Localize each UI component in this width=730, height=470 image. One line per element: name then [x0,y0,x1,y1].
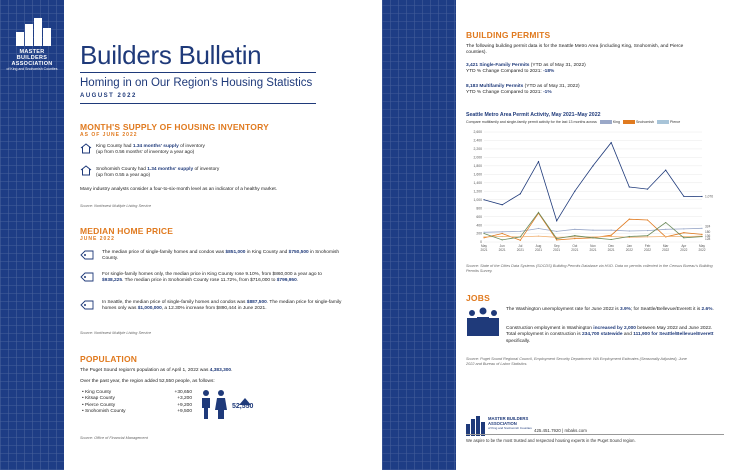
jobs-para-1: The Washington unemployment rate for June 2022 is 3.9%; for Seattle/Bellevue/Everett it is 2.6%. [506,307,714,312]
left-page [74,0,374,470]
population-line-1: The Puget Sound region's population as of April 1, 2022 was 4,383,300. [80,368,233,373]
footer-logo-name-1: MASTER BUILDERS [488,416,529,421]
x-tick-label: Jan [626,244,632,248]
data-point [592,230,593,231]
logo-name-3: of King and Snohomish Counties [6,67,58,71]
permits-intro: The following building permit data is for the Seattle Metro Area (including King, Snohomish, and Pierce counties). [466,44,684,56]
end-value-label: 128 [705,236,711,241]
jobs-source: Source: Puget Sound Regional Council, Employment Security Department: WA Employment Estimates (Seasonally Adjusted), June 2022 and Bureau of Labor Statistics. [466,357,687,366]
x-tick-label: May [480,244,488,248]
data-point [683,232,684,233]
data-point [629,236,630,237]
price-para-3: In Seattle, the median price of single-family homes and condos was $887,500. The median price for single-family homes only was $1,000,000, a 12.30% increase from $890,444 in June 2021. [102,300,342,312]
y-tick-label: 2,400 [473,138,482,143]
x-tick-label: Oct [572,244,578,248]
data-point [683,196,684,197]
end-value-label: 180 [705,230,711,235]
people-icon [198,388,230,420]
x-tick-label-year: 2022 [680,248,688,252]
data-point [538,212,539,213]
logo-mark-icon [14,18,50,46]
data-point [647,219,648,220]
data-point [611,235,612,236]
legend-label-pierce: Pierce [670,120,681,124]
footer-logo-name-2: ASSOCIATION [488,421,517,426]
jobs-heading: JOBS [466,293,490,303]
data-point [683,237,684,238]
data-point [483,233,484,234]
supply-heading: MONTH'S SUPPLY OF HOUSING INVENTORY [80,122,269,132]
y-tick-label: 2,600 [473,130,482,135]
price-source: Source: Northwest Multiple Listing Service [80,331,152,335]
data-point [629,186,630,187]
legend-text: Compare multifamily and single-family permit activity for the last 13 months across [466,120,597,124]
house-icon [80,143,92,154]
data-point [611,142,612,143]
page-subtitle: Homing in on Our Region's Housing Statistics [80,77,313,89]
right-page [466,0,724,470]
population-value: +9,200 [177,402,192,408]
issue-date: AUGUST 2022 [80,93,137,99]
data-point [556,238,557,239]
data-point [520,240,521,241]
footer-tagline: We aspire to be the most trusted and respected housing experts in the Puget Sound region. [466,438,636,443]
x-tick-label: Mar [662,244,669,248]
population-line-2: Over the past year, the region added 52,550 people, as follows: [80,379,215,384]
data-point [502,231,503,232]
end-value-label: 1,076 [705,194,713,199]
x-tick-label-year: 2021 [480,248,488,252]
data-point [556,231,557,232]
price-tag-icon [80,300,94,310]
permits-single-family: 3,421 Single-Family Permits (YTD as of May 31, 2022) YTD % Change Compared to 2021: -18% [466,63,586,75]
population-source: Source: Office of Financial Management [80,436,148,440]
logo-name-1: MASTER BUILDERS [16,49,48,61]
data-point [520,231,521,232]
legend-label-snohomish: Snohomish [636,120,655,124]
data-point [683,228,684,229]
data-point [647,235,648,236]
data-point [647,236,648,237]
x-tick-label-year: 2021 [553,248,561,252]
population-county: • Snohomish County [82,409,126,415]
population-total: 52,550 [232,403,254,410]
legend-label-king: King [612,120,621,124]
x-tick-label: Nov [590,244,596,248]
end-value-label: 324 [705,224,711,229]
permits-heading: BUILDING PERMITS [466,30,551,40]
data-point [665,229,666,230]
data-point [665,236,666,237]
chart-title: Seattle Metro Area Permit Activity, May 2021–May 2022 [466,112,601,118]
permits-source: Source: State of the Cities Data Systems (SOCDS) Building Permits Database via HUD. Data on permits collected in the Census Bureau's Building Permits Survey. [466,264,713,273]
x-tick-label-year: 2021 [534,248,543,252]
supply-sno-text: Snohomish County had 1.34 months' supply of inventory (up from 0.55 a year ago) [96,167,220,179]
population-row [82,409,192,415]
data-point [701,228,702,229]
population-value: +9,500 [177,409,192,415]
title-divider [80,72,316,73]
x-tick-label-year: 2021 [516,248,524,252]
page-title: Builders Bulletin [80,40,262,70]
supply-asof: AS OF JUNE 2022 [80,132,138,138]
data-point [647,189,648,190]
y-tick-label: 200 [476,231,482,236]
data-point [629,219,630,220]
data-point [701,236,702,237]
x-tick-label: Sep [553,244,560,248]
jobs-para-2: Construction employment in Washington increased by 2,000 between May 2022 and June 2022. Total employment in construction is 234,700 statewide and 111,900 for Seattle/Bellevue/Everett specifically. [506,326,714,344]
legend-swatch-snohomish [623,120,635,124]
left-sidebar-band [0,0,64,470]
data-point [483,232,484,233]
x-tick-label-year: 2022 [698,248,706,252]
series-line [484,143,702,221]
center-spine-band [382,0,456,470]
house-icon [80,165,92,176]
population-table [82,390,192,416]
legend-swatch-king [600,120,612,124]
footer-divider [466,434,724,435]
data-point [665,222,666,223]
x-tick-label-year: 2021 [589,248,597,252]
x-tick-label-year: 2021 [498,248,506,252]
data-point [538,228,539,229]
y-tick-label: 600 [476,214,482,219]
data-point [483,236,484,237]
data-point [611,230,612,231]
data-point [483,199,484,200]
data-point [538,161,539,162]
data-point [502,239,503,240]
workers-icon [466,306,496,334]
data-point [574,229,575,230]
data-point [629,230,630,231]
end-value-label: 136 [705,233,711,238]
chart-legend [466,120,724,124]
data-point [556,220,557,221]
permit-line-chart [466,128,724,262]
x-tick-label: Apr [681,244,687,248]
mbaks-logo [6,18,58,72]
price-para-2: For single-family homes only, the median price in King County rose 9.10%, from $860,000 a year ago to $938,225. The median price in Snohomish County rose 11.72%, from $716,000 to $799,950. [102,272,322,284]
y-tick-label: 1,600 [473,172,482,177]
y-tick-label: 1,800 [473,164,482,169]
price-tag-icon [80,272,94,282]
data-point [574,235,575,236]
x-tick-label: Jul [518,244,523,248]
price-para-1: The median price of single-family homes and condos was $851,000 in King County and $750,500 in Snohomish County. [102,250,340,262]
y-tick-label: 800 [476,206,482,211]
data-point [574,238,575,239]
x-tick-label-year: 2022 [662,248,670,252]
x-tick-label: Aug [535,244,542,248]
y-tick-label: 1,400 [473,180,482,185]
data-point [611,236,612,237]
price-heading: MEDIAN HOME PRICE [80,226,174,236]
x-tick-label-year: 2021 [607,248,615,252]
population-value: +3,200 [177,396,192,402]
x-tick-label-year: 2022 [625,248,633,252]
legend-swatch-pierce [657,120,669,124]
data-point [556,239,557,240]
data-point [611,239,612,240]
data-point [665,169,666,170]
band-pattern [382,0,456,470]
y-tick-label: 1,200 [473,189,482,194]
price-tag-icon [80,250,94,260]
data-point [701,234,702,235]
logo-name-2: ASSOCIATION [11,61,53,67]
supply-source: Source: Northwest Multiple Listing Service [80,204,152,208]
x-tick-label: Dec [608,244,615,248]
supply-king-text: King County had 1.34 months' supply of inventory (up from 0.56 months' of inventory a year ago) [96,144,205,156]
population-county: • Pierce County [82,402,116,408]
population-county: • King County [82,390,112,395]
x-tick-label: Jun [499,244,505,248]
population-county: • Kitsap County [82,396,115,402]
x-tick-label: Feb [644,244,651,248]
data-point [701,196,702,197]
population-value: +30,650 [174,390,192,395]
data-point [592,165,593,166]
data-point [683,236,684,237]
x-tick-label-year: 2022 [643,248,652,252]
data-point [502,233,503,234]
data-point [574,191,575,192]
y-tick-label: 0 [480,240,482,245]
footer-contact: 425.451.7920 | mbaks.com [534,428,587,433]
y-tick-label: 2,000 [473,155,482,160]
date-divider [80,103,316,104]
x-tick-label: May [698,244,706,248]
data-point [538,235,539,236]
data-point [647,230,648,231]
data-point [520,236,521,237]
population-heading: POPULATION [80,354,138,364]
data-point [502,204,503,205]
y-tick-label: 1,000 [473,197,482,202]
data-point [592,237,593,238]
data-point [502,236,503,237]
footer-logo-name-3: of King and Snohomish Counties [488,426,532,430]
data-point [520,193,521,194]
permits-multifamily: 8,183 Multifamily Permits (YTD as of May 31, 2022) YTD % Change Compared to 2021: -1% [466,84,580,96]
y-tick-label: 2,200 [473,147,482,152]
supply-summary: Many industry analysts consider a four-to-six-month level as an indicator of a healthy market. [80,187,278,192]
x-tick-label-year: 2021 [571,248,579,252]
y-tick-label: 400 [476,223,482,228]
price-asof: JUNE 2022 [80,236,115,242]
data-point [574,236,575,237]
